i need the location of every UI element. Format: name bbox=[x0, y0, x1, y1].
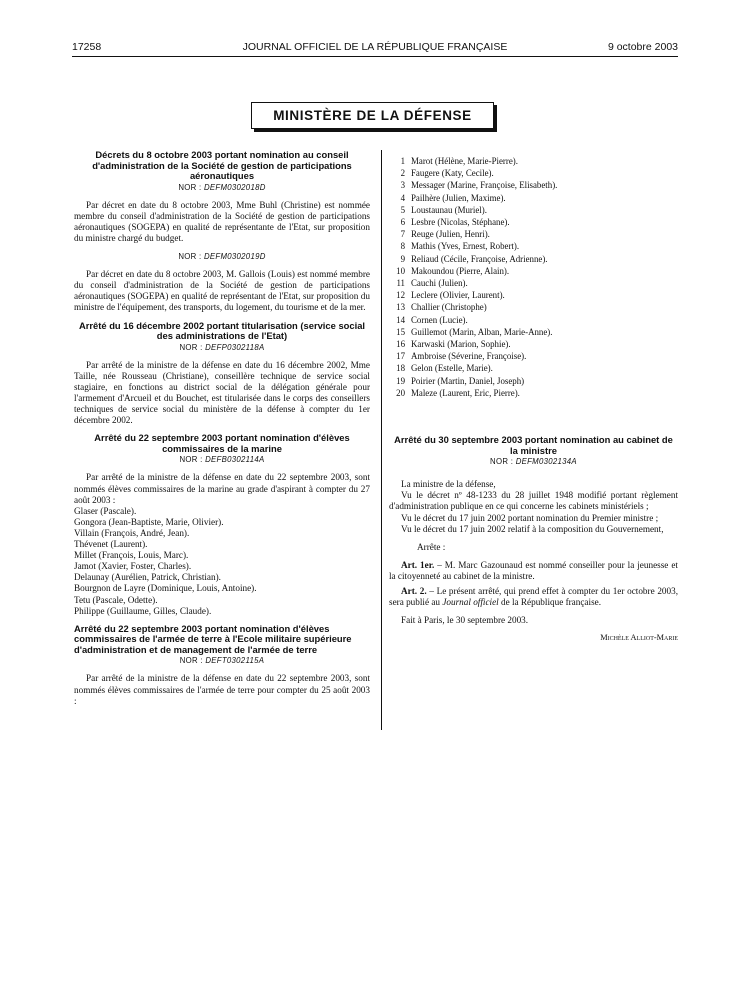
nor-reference: NOR : DEFM0302018D bbox=[178, 182, 266, 192]
names-list bbox=[74, 506, 370, 617]
list-item: 13 Challier (Christophe) bbox=[396, 302, 487, 313]
ministry-title: MINISTÈRE DE LA DÉFENSE bbox=[251, 102, 494, 129]
list-item: Bourgnon de Layre (Dominique, Louis, Antoine). bbox=[74, 583, 257, 594]
list-item: 10 Makoundou (Pierre, Alain). bbox=[396, 265, 510, 276]
article-label: Art. 2. bbox=[401, 586, 427, 596]
list-item: 5 Loustaunau (Muriel). bbox=[400, 204, 487, 215]
fait-a-paris: Fait à Paris, le 30 septembre 2003. bbox=[401, 615, 529, 626]
arrete-paragraph: Par arrêté de la ministre de la défense en date du 22 septembre 2003, sont nommés élèves commissaires de l'armée de terre pour compter du 25 août 2003 : bbox=[74, 673, 370, 706]
list-item: 4 Pailhère (Julien, Maxime). bbox=[400, 192, 506, 203]
decree-paragraph: Par décret en date du 8 octobre 2003, Mme Buhl (Christine) est nommée membre du conseil d'administration de la Société de gestion de participations aéronautiques (SOGEPA) en qualité de représentante de l'Etat, sur proposition du ministre chargé du budget. bbox=[74, 199, 370, 244]
nor-reference: NOR : DEFM0302134A bbox=[490, 457, 577, 467]
list-item: 12 Leclere (Olivier, Laurent). bbox=[396, 290, 505, 301]
preamble-line: Vu le décret du 17 juin 2002 relatif à la composition du Gouvernement, bbox=[401, 523, 664, 534]
list-item: 19 Poirier (Martin, Daniel, Joseph) bbox=[396, 375, 525, 386]
nor-reference: NOR : DEFM0302019D bbox=[178, 252, 266, 262]
journal-title: JOURNAL OFFICIEL DE LA RÉPUBLIQUE FRANÇAISE bbox=[242, 41, 508, 53]
list-item: 3 Messager (Marine, Françoise, Elisabeth). bbox=[400, 180, 558, 191]
list-item: Gongora (Jean-Baptiste, Marie, Olivier). bbox=[74, 516, 224, 527]
preamble-line: Vu le décret du 17 juin 2002 portant nomination du Premier ministre ; bbox=[401, 512, 659, 523]
arrete-paragraph: Par arrêté de la ministre de la défense en date du 22 septembre 2003, sont nommés élèves commissaires de la marine au grade d'aspirant à compter du 27 août 2003 : bbox=[74, 472, 370, 505]
column-divider bbox=[381, 150, 382, 730]
list-item: Tetu (Pascale, Odette). bbox=[74, 594, 158, 605]
list-item: Thévenet (Laurent). bbox=[74, 539, 148, 550]
list-item: 9 Reliaud (Cécile, Françoise, Adrienne). bbox=[400, 253, 548, 264]
list-item: 6 Lesbre (Nicolas, Stéphane). bbox=[400, 217, 510, 228]
list-item: 14 Cornen (Lucie). bbox=[396, 314, 468, 325]
article-2: Art. 2. – Le présent arrêté, qui prend effet à compter du 1er octobre 2003, sera publié au Journal officiel de la République française. bbox=[389, 586, 679, 608]
list-item: 20 Maleze (Laurent, Eric, Pierre). bbox=[396, 387, 520, 398]
decree-paragraph: Par décret en date du 8 octobre 2003, M. Gallois (Louis) est nommé membre du conseil d'administration de la Société de gestion de participations aéronautiques (SOGEPA) en qualité de représentant de l'Etat, sur proposition du ministre de l'équipement, des transports, du logement, du tourisme et de la mer. bbox=[74, 269, 370, 313]
list-item: Jamot (Xavier, Foster, Charles). bbox=[74, 561, 192, 572]
list-item: Millet (François, Louis, Marc). bbox=[74, 550, 189, 561]
page-header bbox=[72, 41, 678, 55]
section-title-marine: Arrêté du 22 septembre 2003 portant nomination d'élèves commissaires de la marine bbox=[94, 432, 350, 454]
section-title-armee-de-terre: Arrêté du 22 septembre 2003 portant nomination d'élèves commissaires de l'armée de terre à l'Ecole militaire supérieure d'administration et de management de l'armée de terre bbox=[74, 622, 352, 655]
list-item: 8 Mathis (Yves, Ernest, Robert). bbox=[400, 241, 520, 252]
section-title-titularisation: Arrêté du 16 décembre 2002 portant titularisation (service social des administrations de l'Etat) bbox=[78, 319, 366, 342]
issue-date: 9 octobre 2003 bbox=[607, 41, 678, 53]
list-item: 15 Guillemot (Marin, Alban, Marie-Anne). bbox=[396, 326, 553, 337]
preamble-line: La ministre de la défense, bbox=[401, 479, 496, 490]
list-item: 16 Karwaski (Marion, Sophie). bbox=[396, 339, 511, 350]
article-label: Art. 1er. bbox=[401, 559, 435, 570]
nor-reference: NOR : DEFP0302118A bbox=[179, 342, 265, 352]
right-column bbox=[389, 150, 678, 643]
ranked-names-list bbox=[389, 155, 678, 399]
nor-reference: NOR : DEFB0302114A bbox=[179, 455, 265, 465]
header-rule bbox=[72, 56, 678, 57]
list-item: 1 Marot (Hélène, Marie-Pierre). bbox=[400, 156, 518, 166]
article-1: Art. 1er. – M. Marc Gazounaud est nommé conseiller pour la jeunesse et la citoyenneté au cabinet de la ministre. bbox=[389, 559, 678, 581]
list-item: Delaunay (Aurélien, Patrick, Christian). bbox=[74, 572, 221, 583]
left-column bbox=[74, 150, 370, 707]
page-number: 17258 bbox=[72, 41, 102, 53]
section-title-cabinet: Arrêté du 30 septembre 2003 portant nomination au cabinet de la ministre bbox=[394, 434, 673, 456]
list-item: Glaser (Pascale). bbox=[74, 505, 137, 516]
preamble-line: Vu le décret nº 48-1233 du 28 juillet 1948 modifié portant règlement d'administration publique en ce qui concerne les cabinets ministériels ; bbox=[389, 490, 678, 512]
list-item: 7 Reuge (Julien, Henri). bbox=[400, 229, 490, 240]
arrete-heading: Arrête : bbox=[417, 541, 446, 552]
section-title-decrets: Décrets du 8 octobre 2003 portant nomination au conseil d'administration de la Société de gestion de participations aéronautiques bbox=[92, 149, 352, 182]
list-item: Villain (François, André, Jean). bbox=[74, 527, 190, 538]
list-item: 2 Faugere (Katy, Cecile). bbox=[400, 168, 494, 179]
list-item: 18 Gelon (Estelle, Marie). bbox=[396, 363, 493, 374]
list-item: Philippe (Guillaume, Gilles, Claude). bbox=[74, 605, 212, 616]
nor-reference: NOR : DEFT0302115A bbox=[179, 656, 265, 666]
list-item: 17 Ambroise (Séverine, Françoise). bbox=[396, 351, 527, 362]
list-item: 11 Cauchi (Julien). bbox=[396, 278, 468, 289]
ministry-banner bbox=[251, 102, 497, 132]
signature: Michèle Alliot-Marie bbox=[600, 633, 678, 643]
arrete-paragraph: Par arrêté de la ministre de la défense en date du 16 décembre 2002, Mme Taille, née Rousseau (Christiane), conseillère technique de service social stagiaire, en fonctions au district social de la délégation générale pour l'armement d'Arcueil et du Bouchet, est titularisée dans le corps des conseillers techniques de service social du ministère de la défense à compter du 1er décembre 2002. bbox=[74, 359, 370, 426]
